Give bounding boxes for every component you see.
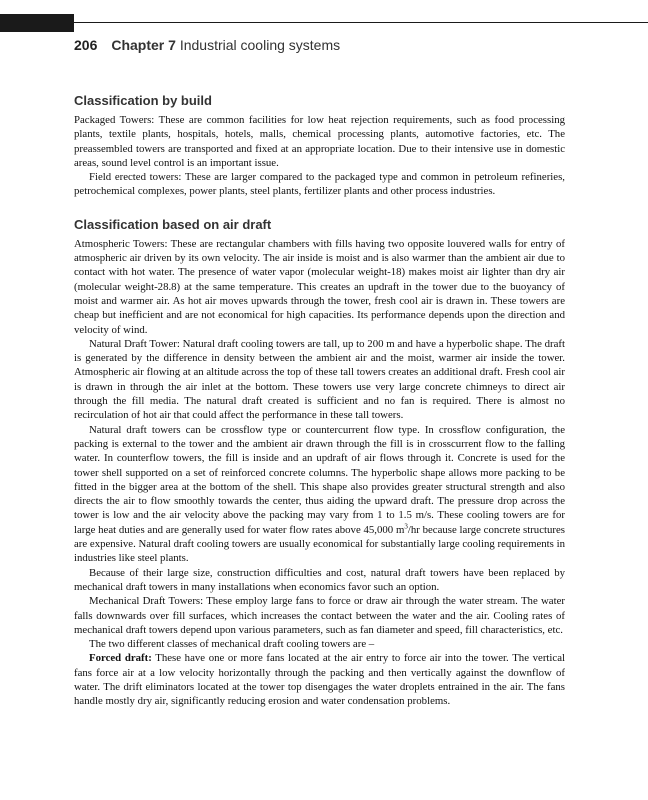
paragraph-forced-draft: Forced draft: These have one or more fans located at the air entry to force air into the tower. The vertical fans force air at a low velocity horizontally through the packing and then vertically against the downflow of water. The drift eliminators located at the tower top disengages the water droplets entrained in the air. The fans handle mostly dry air, significantly reducing erosion and water condensation problems. [74, 652, 565, 708]
paragraph-field-erected: Field erected towers: These are larger compared to the packaged type and common in petroleum refineries, petrochemical complexes, power plants, steel plants, fertilizer plants and other process industries. [74, 171, 565, 198]
header-bar [0, 14, 74, 32]
superscript-3: 3 [404, 522, 408, 531]
paragraph-crossflow: Natural draft towers can be crossflow type or countercurrent flow type. In crossflow configuration, the packing is external to the tower and the ambient air drawn through the fill is in crosscurrent flow to the falling water. In counterflow towers, the fill is inside and an updraft of air flows through it. Concrete is used for the tower shell supported on a set of reinforced concrete columns. The hyperbolic shape allows more packing to be fitted in the bigger area at the bottom of the shell. This shape also provides greater structural strength and also directs the air to flow smoothly towards the center, thus aiding the upward draft. The pressure drop across the tower is low and the air velocity above the packing may vary from 1 to 1.5 m/s. These cooling towers are for large heat duties and are generally used for water flow rates above 45,000 $m^3/hr$ because large concrete structures are expensive. Natural draft cooling towers are usually economical for substantially large cooling requirements in industries like steel plants. [74, 423, 565, 565]
section-heading-build: Classification by build [74, 93, 212, 108]
header-rule [74, 22, 648, 23]
paragraph-two-classes: The two different classes of mechanical draft cooling towers are – [89, 638, 375, 651]
paragraph-mechanical-draft: Mechanical Draft Towers: These employ large fans to force or draw air through the water stream. The water falls downwards over fill surfaces, which increases the contact between the water and the air. Cooling rates of mechanical draft towers depend upon various parameters, such as fan diameter and speed, fill characteristics, etc. [74, 595, 565, 636]
page-number: 206 [74, 37, 98, 53]
section-heading-air-draft: Classification based on air draft [74, 216, 272, 232]
running-header [74, 37, 340, 53]
paragraph-replaced: Because of their large size, construction difficulties and cost, natural draft towers have been replaced by mechanical draft towers in many installations when economics favor such an option. [74, 566, 565, 593]
page-body [74, 93, 565, 709]
forced-draft-term: Forced draft: [89, 652, 152, 665]
chapter-title: Industrial cooling systems [179, 37, 341, 53]
paragraph-atmospheric-towers: Atmospheric Towers: These are rectangular chambers with fills having two opposite louvered walls for entry of atmospheric air driven by its own velocity. The air inside is moist and is also warmer than the ambient air due to contact with hot water. The presence of water vapor (molecular weight-18) makes moist air lighter than dry air (molecular weight-28.8) at the same temperature. This creates an updraft in the tower due to the buoyancy of moist and warmer air. As hot air moves upwards through the tower, fresh cool air is drawn in. These towers are cheap but inefficient and are not economical for high capacities. Its performance depends upon the direction and velocity of wind. [74, 237, 565, 336]
chapter-label: Chapter 7 [111, 37, 176, 53]
paragraph-packaged-towers: Packaged Towers: These are common facilities for low heat rejection requirements, such as food processing plants, textile plants, hospitals, hotels, malls, chemical processing plants, automotive factories, etc. The preassembled towers are transported and fixed at an appropriate location. Due to their intensive use in domestic areas, sound level control is an important issue. [74, 114, 565, 169]
paragraph-natural-draft: Natural Draft Tower: Natural draft cooling towers are tall, up to 200 m and have a hyperbolic shape. The draft is generated by the difference in density between the ambient air and the moist, warmer air inside the tower. Atmospheric air flowing at an altitude across the top of these tall towers creates an additional draft. Fresh cool air is drawn in through the air inlet at the bottom. These towers use very large concrete chimneys to direct air through the fill media. The natural draft created is sufficient and no fan is required. There is almost no recirculation of hot air that could affect the performance in these tall towers. [74, 337, 565, 422]
